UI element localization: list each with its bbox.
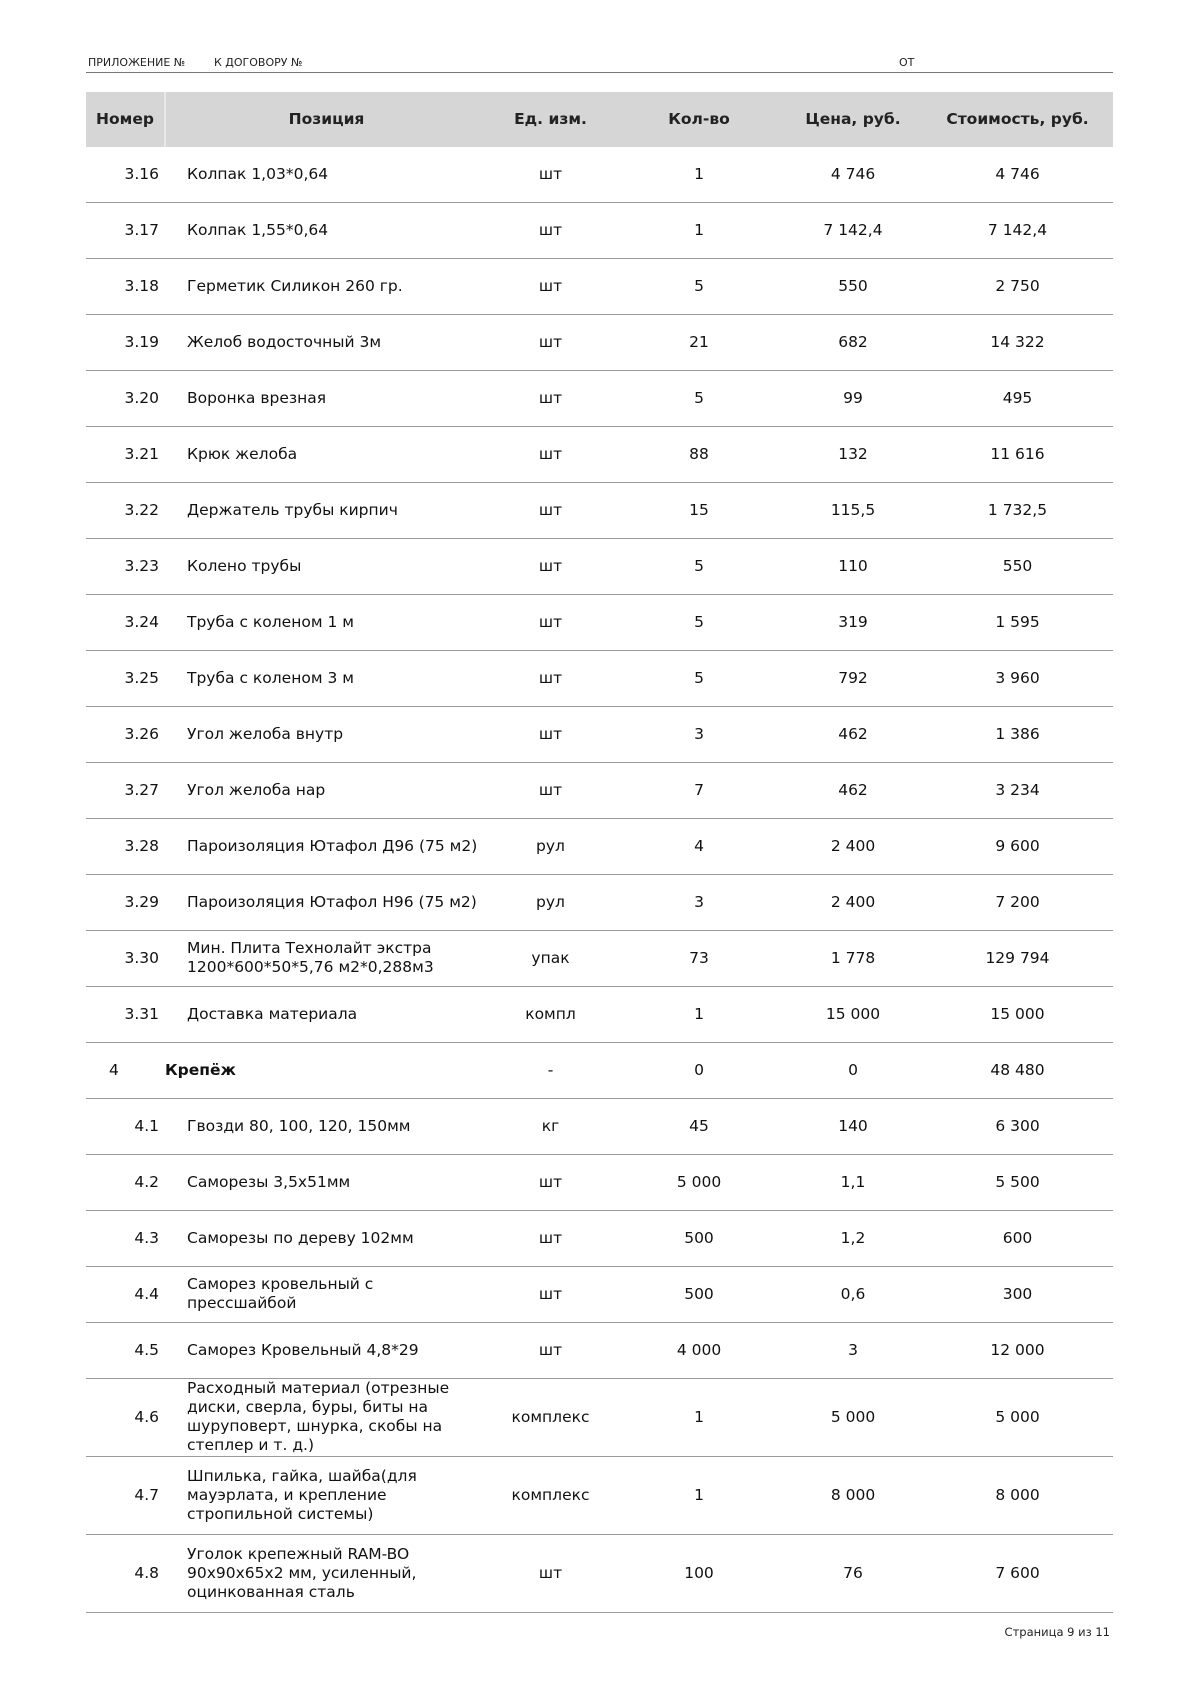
- cell-price: 462: [784, 762, 922, 818]
- table-row: [86, 1098, 1113, 1154]
- cell-cost: 300: [922, 1266, 1113, 1322]
- cell-position: Гвозди 80, 100, 120, 150мм: [165, 1098, 487, 1154]
- cell-number: 3.20: [86, 370, 165, 426]
- cell-price: 462: [784, 706, 922, 762]
- cell-number: 4.1: [86, 1098, 165, 1154]
- cell-cost: 9 600: [922, 818, 1113, 874]
- table-row: [86, 1210, 1113, 1266]
- cell-number: 3.17: [86, 202, 165, 258]
- cell-number: 4: [86, 1042, 165, 1098]
- cell-position: Пароизоляция Ютафол Н96 (75 м2): [165, 874, 487, 930]
- cell-unit: шт: [487, 1322, 614, 1378]
- cell-price: 7 142,4: [784, 202, 922, 258]
- cell-cost: 8 000: [922, 1456, 1113, 1534]
- table-row: [86, 202, 1113, 258]
- cell-quantity: 73: [614, 930, 784, 986]
- cell-position: Саморез Кровельный 4,8*29: [165, 1322, 487, 1378]
- cell-cost: 4 746: [922, 146, 1113, 202]
- cell-number: 3.28: [86, 818, 165, 874]
- cell-unit: шт: [487, 1210, 614, 1266]
- cell-position: Саморезы по дереву 102мм: [165, 1210, 487, 1266]
- column-header-price: Цена, руб.: [784, 92, 922, 146]
- cell-number: 4.2: [86, 1154, 165, 1210]
- cell-position: Саморез кровельный с прессшайбой: [165, 1266, 487, 1322]
- cell-cost: 12 000: [922, 1322, 1113, 1378]
- cell-cost: 600: [922, 1210, 1113, 1266]
- cell-unit: шт: [487, 202, 614, 258]
- cell-cost: 6 300: [922, 1098, 1113, 1154]
- cell-position: Труба с коленом 1 м: [165, 594, 487, 650]
- cell-price: 3: [784, 1322, 922, 1378]
- cell-position: Колпак 1,55*0,64: [165, 202, 487, 258]
- cell-price: 2 400: [784, 874, 922, 930]
- table-row: [86, 1266, 1113, 1322]
- cell-unit: шт: [487, 1534, 614, 1612]
- cell-quantity: 1: [614, 146, 784, 202]
- cell-number: 3.23: [86, 538, 165, 594]
- column-header-cost: Стоимость, руб.: [922, 92, 1113, 146]
- cell-price: 132: [784, 426, 922, 482]
- table-row: [86, 930, 1113, 986]
- table-row: [86, 314, 1113, 370]
- table-row: [86, 1154, 1113, 1210]
- cell-unit: комплекс: [487, 1456, 614, 1534]
- cell-unit: шт: [487, 762, 614, 818]
- cell-quantity: 1: [614, 1378, 784, 1456]
- table-row: [86, 538, 1113, 594]
- table-row: [86, 426, 1113, 482]
- cell-cost: 1 386: [922, 706, 1113, 762]
- cell-price: 1,1: [784, 1154, 922, 1210]
- cell-number: 3.27: [86, 762, 165, 818]
- cell-quantity: 5: [614, 370, 784, 426]
- cell-number: 4.7: [86, 1456, 165, 1534]
- cell-cost: 3 960: [922, 650, 1113, 706]
- table-row: [86, 258, 1113, 314]
- cell-unit: рул: [487, 818, 614, 874]
- cell-cost: 1 732,5: [922, 482, 1113, 538]
- cell-price: 319: [784, 594, 922, 650]
- cell-quantity: 3: [614, 706, 784, 762]
- cell-cost: 550: [922, 538, 1113, 594]
- cell-quantity: 5: [614, 594, 784, 650]
- column-header-unit: Ед. изм.: [487, 92, 614, 146]
- cell-price: 5 000: [784, 1378, 922, 1456]
- cell-number: 4.4: [86, 1266, 165, 1322]
- cell-position: Шпилька, гайка, шайба(для мауэрлата, и крепление стропильной системы): [165, 1456, 487, 1534]
- cell-price: 682: [784, 314, 922, 370]
- cell-number: 3.19: [86, 314, 165, 370]
- cell-position: Крепёж: [165, 1042, 487, 1098]
- appendix-label: ПРИЛОЖЕНИЕ №: [88, 56, 186, 69]
- cell-quantity: 1: [614, 202, 784, 258]
- cell-price: 0,6: [784, 1266, 922, 1322]
- cell-quantity: 5: [614, 538, 784, 594]
- cell-cost: 495: [922, 370, 1113, 426]
- cell-number: 4.5: [86, 1322, 165, 1378]
- cell-quantity: 5: [614, 650, 784, 706]
- table-row: [86, 650, 1113, 706]
- cell-cost: 7 142,4: [922, 202, 1113, 258]
- cell-quantity: 4 000: [614, 1322, 784, 1378]
- cell-quantity: 21: [614, 314, 784, 370]
- cell-unit: кг: [487, 1098, 614, 1154]
- column-header-number: Номер: [86, 92, 165, 146]
- cell-unit: шт: [487, 314, 614, 370]
- cell-price: 99: [784, 370, 922, 426]
- cell-quantity: 5: [614, 258, 784, 314]
- cell-price: 550: [784, 258, 922, 314]
- cell-price: 140: [784, 1098, 922, 1154]
- cell-cost: 129 794: [922, 930, 1113, 986]
- cell-price: 115,5: [784, 482, 922, 538]
- cell-price: 0: [784, 1042, 922, 1098]
- cell-quantity: 100: [614, 1534, 784, 1612]
- cell-quantity: 45: [614, 1098, 784, 1154]
- cell-cost: 2 750: [922, 258, 1113, 314]
- cell-price: 110: [784, 538, 922, 594]
- cell-quantity: 3: [614, 874, 784, 930]
- cell-position: Колено трубы: [165, 538, 487, 594]
- cell-number: 3.21: [86, 426, 165, 482]
- cell-quantity: 1: [614, 1456, 784, 1534]
- table-header-row: [86, 92, 1113, 146]
- table-group-row: [86, 1042, 1113, 1098]
- cell-quantity: 500: [614, 1266, 784, 1322]
- table-row: [86, 706, 1113, 762]
- cell-position: Пароизоляция Ютафол Д96 (75 м2): [165, 818, 487, 874]
- cell-price: 8 000: [784, 1456, 922, 1534]
- table-row: [86, 762, 1113, 818]
- page-number: Страница 9 из 11: [1004, 1625, 1110, 1639]
- cell-quantity: 7: [614, 762, 784, 818]
- cell-unit: шт: [487, 146, 614, 202]
- cell-position: Мин. Плита Технолайт экстра 1200*600*50*5,76 м2*0,288м3: [165, 930, 487, 986]
- specification-table: [86, 92, 1113, 1613]
- table-row: [86, 818, 1113, 874]
- cell-unit: шт: [487, 370, 614, 426]
- cell-number: 3.16: [86, 146, 165, 202]
- cell-number: 4.3: [86, 1210, 165, 1266]
- table-row: [86, 370, 1113, 426]
- cell-cost: 5 500: [922, 1154, 1113, 1210]
- cell-position: Воронка врезная: [165, 370, 487, 426]
- column-header-position: Позиция: [165, 92, 487, 146]
- cell-unit: шт: [487, 258, 614, 314]
- cell-quantity: 15: [614, 482, 784, 538]
- cell-quantity: 500: [614, 1210, 784, 1266]
- cell-position: Угол желоба нар: [165, 762, 487, 818]
- cell-cost: 7 600: [922, 1534, 1113, 1612]
- cell-price: 2 400: [784, 818, 922, 874]
- cell-quantity: 5 000: [614, 1154, 784, 1210]
- cell-price: 76: [784, 1534, 922, 1612]
- cell-position: Держатель трубы кирпич: [165, 482, 487, 538]
- table-row: [86, 146, 1113, 202]
- cell-unit: упак: [487, 930, 614, 986]
- table-row: [86, 986, 1113, 1042]
- cell-position: Уголок крепежный RAM-BO 90х90х65х2 мм, усиленный, оцинкованная сталь: [165, 1534, 487, 1612]
- table-row: [86, 482, 1113, 538]
- cell-unit: рул: [487, 874, 614, 930]
- cell-cost: 5 000: [922, 1378, 1113, 1456]
- cell-unit: комплекс: [487, 1378, 614, 1456]
- cell-unit: компл: [487, 986, 614, 1042]
- table-row: [86, 1456, 1113, 1534]
- cell-unit: шт: [487, 482, 614, 538]
- cell-unit: шт: [487, 426, 614, 482]
- cell-number: 3.25: [86, 650, 165, 706]
- cell-position: Труба с коленом 3 м: [165, 650, 487, 706]
- cell-position: Герметик Силикон 260 гр.: [165, 258, 487, 314]
- cell-number: 3.22: [86, 482, 165, 538]
- contract-label: К ДОГОВОРУ №: [214, 56, 303, 69]
- table-row: [86, 874, 1113, 930]
- cell-number: 4.8: [86, 1534, 165, 1612]
- cell-number: 3.31: [86, 986, 165, 1042]
- cell-number: 3.30: [86, 930, 165, 986]
- cell-quantity: 4: [614, 818, 784, 874]
- cell-unit: шт: [487, 594, 614, 650]
- cell-position: Угол желоба внутр: [165, 706, 487, 762]
- cell-cost: 15 000: [922, 986, 1113, 1042]
- cell-price: 15 000: [784, 986, 922, 1042]
- table-row: [86, 1378, 1113, 1456]
- cell-position: Расходный материал (отрезные диски, сверла, буры, биты на шуруповерт, шнурка, скобы на степлер и т. д.): [165, 1378, 487, 1456]
- cell-unit: -: [487, 1042, 614, 1098]
- cell-quantity: 0: [614, 1042, 784, 1098]
- cell-price: 1 778: [784, 930, 922, 986]
- cell-price: 1,2: [784, 1210, 922, 1266]
- cell-quantity: 88: [614, 426, 784, 482]
- cell-number: 3.26: [86, 706, 165, 762]
- column-header-quantity: Кол-во: [614, 92, 784, 146]
- cell-cost: 1 595: [922, 594, 1113, 650]
- cell-quantity: 1: [614, 986, 784, 1042]
- cell-position: Саморезы 3,5х51мм: [165, 1154, 487, 1210]
- cell-position: Доставка материала: [165, 986, 487, 1042]
- cell-unit: шт: [487, 538, 614, 594]
- document-header: [86, 50, 1113, 73]
- cell-cost: 3 234: [922, 762, 1113, 818]
- cell-unit: шт: [487, 1154, 614, 1210]
- cell-price: 792: [784, 650, 922, 706]
- cell-number: 3.24: [86, 594, 165, 650]
- cell-number: 4.6: [86, 1378, 165, 1456]
- cell-number: 3.29: [86, 874, 165, 930]
- table-row: [86, 594, 1113, 650]
- cell-unit: шт: [487, 1266, 614, 1322]
- cell-unit: шт: [487, 650, 614, 706]
- cell-cost: 48 480: [922, 1042, 1113, 1098]
- cell-price: 4 746: [784, 146, 922, 202]
- cell-position: Желоб водосточный 3м: [165, 314, 487, 370]
- cell-position: Крюк желоба: [165, 426, 487, 482]
- cell-cost: 14 322: [922, 314, 1113, 370]
- from-label: ОТ: [899, 56, 915, 69]
- table-body: [86, 146, 1113, 1612]
- cell-cost: 11 616: [922, 426, 1113, 482]
- table-row: [86, 1534, 1113, 1612]
- cell-number: 3.18: [86, 258, 165, 314]
- table-row: [86, 1322, 1113, 1378]
- cell-cost: 7 200: [922, 874, 1113, 930]
- cell-unit: шт: [487, 706, 614, 762]
- cell-position: Колпак 1,03*0,64: [165, 146, 487, 202]
